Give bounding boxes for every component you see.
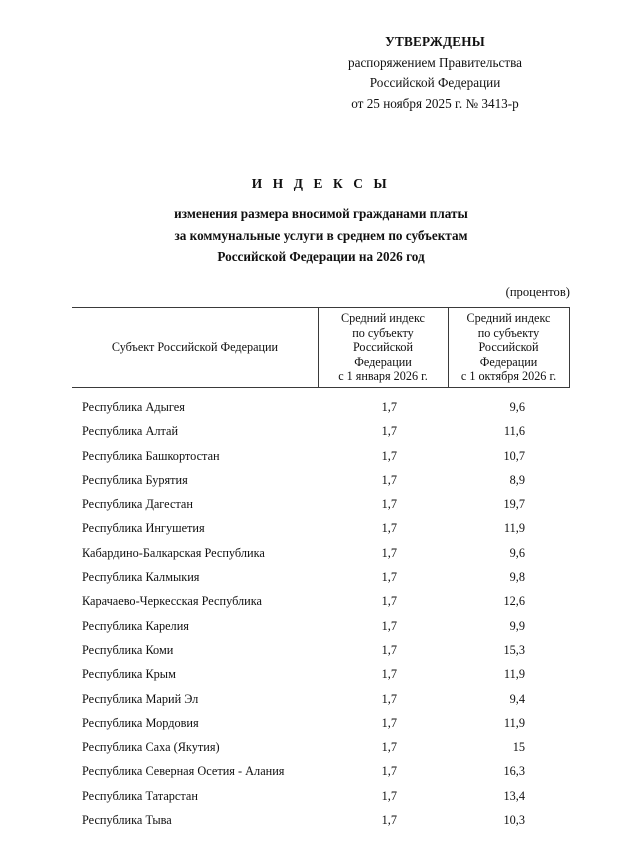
october-header-line-3: Российской <box>478 340 539 355</box>
october-header-line-5: с 1 октября 2026 г. <box>460 369 557 384</box>
cell-subject: Республика Башкортостан <box>82 448 220 463</box>
subtitle-line-1: изменения размера вносимой гражданами платы <box>174 206 468 221</box>
cell-index-january: 1,7 <box>381 594 397 609</box>
table-row <box>72 618 570 642</box>
cell-subject: Республика Мордовия <box>82 715 199 730</box>
table-body <box>72 388 570 836</box>
cell-index-january: 1,7 <box>381 545 397 560</box>
column-header-october <box>448 308 569 387</box>
cell-index-october: 9,4 <box>509 691 525 706</box>
cell-index-october: 11,9 <box>503 667 525 682</box>
table-row <box>72 472 570 496</box>
cell-subject: Республика Дагестан <box>82 497 193 512</box>
table-row <box>72 715 570 739</box>
cell-subject: Республика Татарстан <box>82 788 198 803</box>
cell-index-january: 1,7 <box>381 472 397 487</box>
approval-line-4: от 25 ноября 2025 г. № 3413-р <box>351 95 519 111</box>
cell-index-january: 1,7 <box>381 691 397 706</box>
document-heading: И Н Д Е К С Ы <box>251 176 391 191</box>
cell-index-january: 1,7 <box>381 400 397 414</box>
table-row <box>72 739 570 763</box>
column-header-subject: Субъект Российской Федерации <box>111 340 279 355</box>
cell-subject: Республика Северная Осетия - Алания <box>82 764 285 779</box>
document-subtitle <box>62 203 580 268</box>
subtitle-line-3: Российской Федерации на 2026 год <box>217 249 425 264</box>
cell-index-january: 1,7 <box>381 570 397 585</box>
january-header-line-1: Средний индекс <box>341 311 425 326</box>
october-header-line-1: Средний индекс <box>466 311 551 326</box>
cell-subject: Республика Тыва <box>82 813 172 828</box>
cell-index-january: 1,7 <box>381 813 397 828</box>
cell-subject: Республика Ингушетия <box>82 521 205 536</box>
column-header-january <box>318 308 448 387</box>
cell-index-january: 1,7 <box>381 618 397 633</box>
cell-index-october: 9,9 <box>509 618 525 633</box>
october-header-line-4: Федерации <box>479 354 538 369</box>
indices-table <box>72 307 570 836</box>
approval-line-2: распоряжением Правительства <box>348 54 522 70</box>
cell-index-october: 15 <box>512 740 525 755</box>
cell-subject: Республика Адыгея <box>82 400 185 414</box>
cell-subject: Республика Карелия <box>82 618 189 633</box>
cell-index-october: 19,7 <box>503 497 525 512</box>
cell-subject: Кабардино-Балкарская Республика <box>82 545 265 560</box>
cell-index-october: 11,9 <box>503 715 525 730</box>
january-header-line-3: Российской <box>352 340 414 355</box>
cell-index-january: 1,7 <box>381 667 397 682</box>
cell-index-october: 10,7 <box>503 448 525 463</box>
table-row <box>72 423 570 447</box>
cell-index-january: 1,7 <box>381 740 397 755</box>
cell-index-january: 1,7 <box>381 642 397 657</box>
cell-subject: Республика Крым <box>82 667 176 682</box>
cell-index-january: 1,7 <box>381 788 397 803</box>
january-header-line-4: Федерации <box>354 354 412 369</box>
cell-index-october: 9,6 <box>509 400 525 414</box>
cell-subject: Республика Калмыкия <box>82 570 200 585</box>
cell-index-october: 11,6 <box>503 424 525 439</box>
cell-index-october: 13,4 <box>503 788 525 803</box>
table-row <box>72 520 570 544</box>
january-header-line-2: по субъекту <box>352 325 414 340</box>
cell-index-october: 16,3 <box>503 764 525 779</box>
cell-index-october: 8,9 <box>509 472 525 487</box>
units-caption: (процентов) <box>505 285 570 299</box>
cell-index-october: 12,6 <box>503 594 525 609</box>
table-header-row <box>72 307 570 388</box>
cell-subject: Республика Саха (Якутия) <box>82 740 220 755</box>
cell-subject: Карачаево-Черкесская Республика <box>82 594 262 609</box>
cell-index-january: 1,7 <box>381 448 397 463</box>
table-row <box>72 448 570 472</box>
table-row <box>72 545 570 569</box>
cell-index-january: 1,7 <box>381 764 397 779</box>
table-row <box>72 593 570 617</box>
table-row <box>72 812 570 836</box>
subtitle-line-2: за коммунальные услуги в среднем по субъектам <box>174 227 468 243</box>
cell-index-january: 1,7 <box>381 424 397 439</box>
cell-index-january: 1,7 <box>381 715 397 730</box>
cell-index-january: 1,7 <box>381 521 397 536</box>
cell-index-october: 9,8 <box>509 570 525 585</box>
cell-index-october: 10,3 <box>503 813 525 828</box>
table-row <box>72 642 570 666</box>
approval-line-1: УТВЕРЖДЕНЫ <box>385 34 485 49</box>
cell-index-october: 15,3 <box>503 642 525 657</box>
table-row <box>72 763 570 787</box>
cell-subject: Республика Алтай <box>82 424 179 439</box>
cell-subject: Республика Коми <box>82 642 174 657</box>
table-row <box>72 569 570 593</box>
header-border-right <box>569 308 570 387</box>
cell-subject: Республика Бурятия <box>82 472 188 487</box>
cell-index-october: 11,9 <box>503 521 525 536</box>
table-row <box>72 666 570 690</box>
cell-index-january: 1,7 <box>381 497 397 512</box>
approval-line-3: Российской Федерации <box>369 75 501 90</box>
cell-subject: Республика Марий Эл <box>82 691 199 706</box>
table-row <box>72 788 570 812</box>
table-row <box>72 399 570 423</box>
cell-index-october: 9,6 <box>509 545 525 560</box>
january-header-line-5: с 1 января 2026 г. <box>338 369 428 384</box>
table-row <box>72 691 570 715</box>
table-row <box>72 496 570 520</box>
october-header-line-2: по субъекту <box>477 325 540 340</box>
approval-block <box>300 32 570 114</box>
